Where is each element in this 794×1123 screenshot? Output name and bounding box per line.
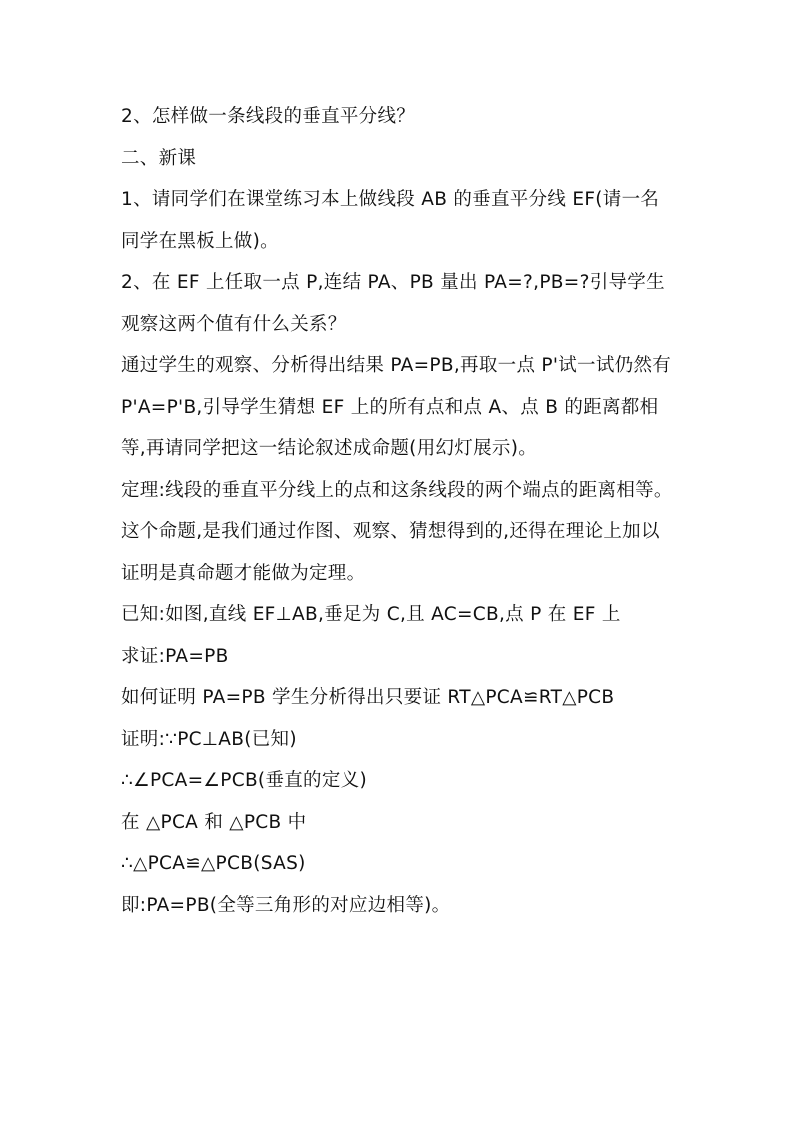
- proof-conclusion: 即:PA=PB(全等三角形的对应边相等)。: [121, 894, 451, 916]
- paragraph-to-prove: 求证:PA=PB: [121, 645, 229, 667]
- proof-line-2: ∴∠PCA=∠PCB(垂直的定义): [121, 770, 367, 791]
- paragraph-observation: 通过学生的观察、分析得出结果 PA=PB,再取一点 P'试一试仍然有 P'A=P'B,引导学生猜想 EF 上的所有点和点 A、点 B 的距离都相等,再请同学把这一结论叙述成命题(用幻灯展示)。: [121, 355, 672, 459]
- proof-line-1: 证明:∵PC⊥AB(已知): [121, 728, 297, 750]
- proof-line-3: 在 △PCA 和 △PCB 中: [121, 811, 307, 833]
- paragraph-step-2: 2、在 EF 上任取一点 P,连结 PA、PB 量出 PA=?,PB=?引导学生观察这两个值有什么关系？: [121, 272, 665, 335]
- section-heading-new-lesson: 二、新课: [121, 147, 197, 169]
- paragraph-how-to-prove: 如何证明 PA=PB 学生分析得出只要证 RT△PCA≌RT△PCB: [121, 687, 615, 708]
- document-body: [121, 96, 677, 926]
- paragraph-theorem: 定理:线段的垂直平分线上的点和这条线段的两个端点的距离相等。: [121, 479, 673, 501]
- paragraph-step-1: 1、请同学们在课堂练习本上做线段 AB 的垂直平分线 EF(请一名同学在黑板上做)。: [121, 189, 660, 252]
- proof-line-4: ∴△PCA≌△PCB(SAS): [121, 853, 306, 874]
- paragraph-review-question: 2、怎样做一条线段的垂直平分线？: [121, 106, 416, 127]
- paragraph-given: 已知:如图,直线 EF⊥AB,垂足为 C,且 AC=CB,点 P 在 EF 上: [121, 604, 621, 625]
- paragraph-proof-needed: 这个命题,是我们通过作图、观察、猜想得到的,还得在理论上加以证明是真命题才能做为定理。: [121, 521, 660, 584]
